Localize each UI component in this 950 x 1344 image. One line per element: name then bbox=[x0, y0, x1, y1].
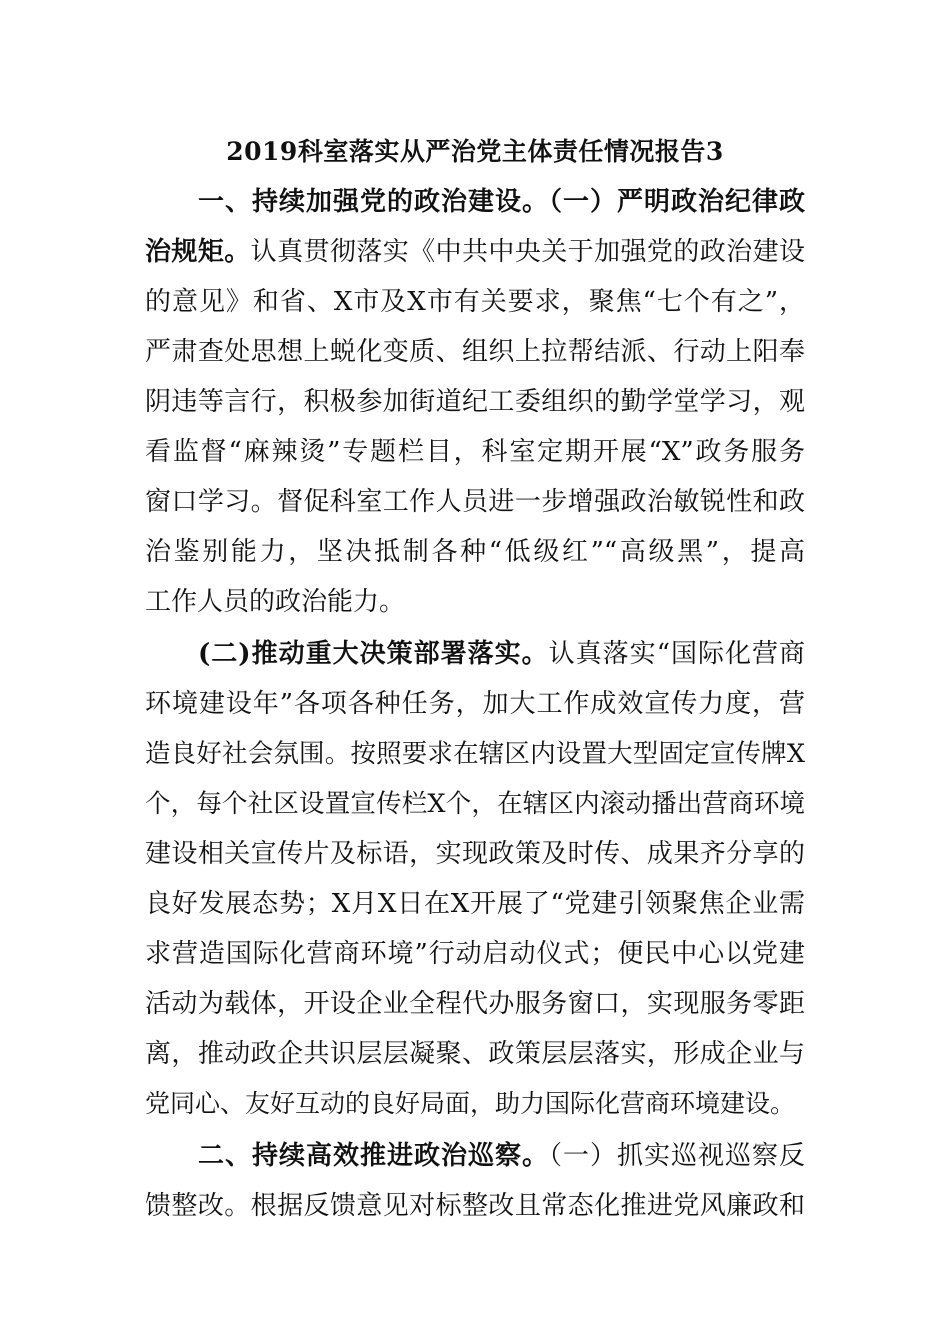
paragraph-line bbox=[145, 884, 805, 924]
bold-text-segment: 治规矩。 bbox=[145, 237, 251, 267]
text-segment: 环境建设年”各项各种任务，加大工作成效宣传力度，营 bbox=[145, 689, 805, 719]
text-segment: 党同心、友好互动的良好局面，助力国际化营商环境建设。 bbox=[145, 1089, 796, 1118]
text-segment: 窗口学习。督促科室工作人员进一步增强政治敏锐性和政 bbox=[145, 487, 805, 517]
text-segment: 馈整改。根据反馈意见对标整改且常态化推进党风廉政和 bbox=[145, 1191, 805, 1221]
text-segment: 阴违等言行，积极参加街道纪工委组织的勤学堂学习，观 bbox=[145, 387, 805, 417]
paragraph-line bbox=[198, 1136, 805, 1176]
text-segment: 的意见》和省、X市及X市有关要求，聚焦“七个有之”， bbox=[145, 287, 805, 317]
paragraph-line bbox=[145, 432, 805, 472]
paragraph-line bbox=[145, 1034, 805, 1074]
paragraph-line bbox=[198, 634, 805, 674]
paragraph-line bbox=[145, 1084, 805, 1124]
text-segment: 造良好社会氛围。按照要求在辖区内设置大型固定宣传牌X bbox=[145, 739, 805, 769]
paragraph-line bbox=[145, 934, 805, 974]
document-title: 2019科室落实从严治党主体责任情况报告3 bbox=[226, 137, 724, 166]
text-segment: 良好发展态势；X月X日在X开展了“党建引领聚焦企业需 bbox=[145, 889, 805, 919]
paragraph-line bbox=[145, 984, 805, 1024]
paragraph-line bbox=[145, 532, 805, 572]
paragraph-line bbox=[145, 734, 805, 774]
text-segment: 求营造国际化营商环境”行动启动仪式；便民中心以党建 bbox=[145, 939, 805, 969]
text-segment: 活动为载体，开设企业全程代办服务窗口，实现服务零距 bbox=[145, 989, 805, 1019]
paragraph-line bbox=[145, 232, 805, 272]
text-segment: 严肃查处思想上蜕化变质、组织上拉帮结派、行动上阳奉 bbox=[145, 337, 805, 367]
paragraph-line bbox=[145, 382, 805, 422]
paragraph-line bbox=[145, 482, 805, 522]
paragraph-line bbox=[145, 582, 805, 622]
text-segment: 看监督“麻辣烫”专题栏目，科室定期开展“X”政务服务 bbox=[145, 437, 805, 467]
paragraph-line bbox=[198, 182, 805, 222]
bold-text-segment: (二)推动重大决策部署落实。 bbox=[198, 639, 549, 669]
paragraph-line bbox=[145, 684, 805, 724]
paragraph-line bbox=[145, 282, 805, 322]
text-segment: 治鉴别能力，坚决抵制各种“低级红”“高级黑”，提高 bbox=[145, 537, 805, 567]
paragraph-line bbox=[145, 834, 805, 874]
text-segment: 认真落实“国际化营商 bbox=[548, 639, 806, 669]
text-segment: （一）抓实巡视巡察反 bbox=[548, 1141, 805, 1171]
paragraph-line bbox=[145, 784, 805, 824]
text-segment: 建设相关宣传片及标语，实现政策及时传、成果齐分享的 bbox=[145, 839, 805, 869]
paragraph-line bbox=[145, 1186, 805, 1226]
bold-text-segment: 一、持续加强党的政治建设。（一）严明政治纪律政 bbox=[198, 187, 805, 217]
text-segment: 离，推动政企共识层层凝聚、政策层层落实，形成企业与 bbox=[145, 1039, 805, 1069]
text-segment: 个，每个社区设置宣传栏X个，在辖区内滚动播出营商环境 bbox=[145, 789, 805, 819]
paragraph-line bbox=[145, 332, 805, 372]
text-segment: 工作人员的政治能力。 bbox=[145, 587, 406, 617]
bold-text-segment: 二、持续高效推进政治巡察。 bbox=[198, 1141, 549, 1171]
text-segment: 认真贯彻落实《中共中央关于加强党的政治建设 bbox=[250, 237, 805, 267]
